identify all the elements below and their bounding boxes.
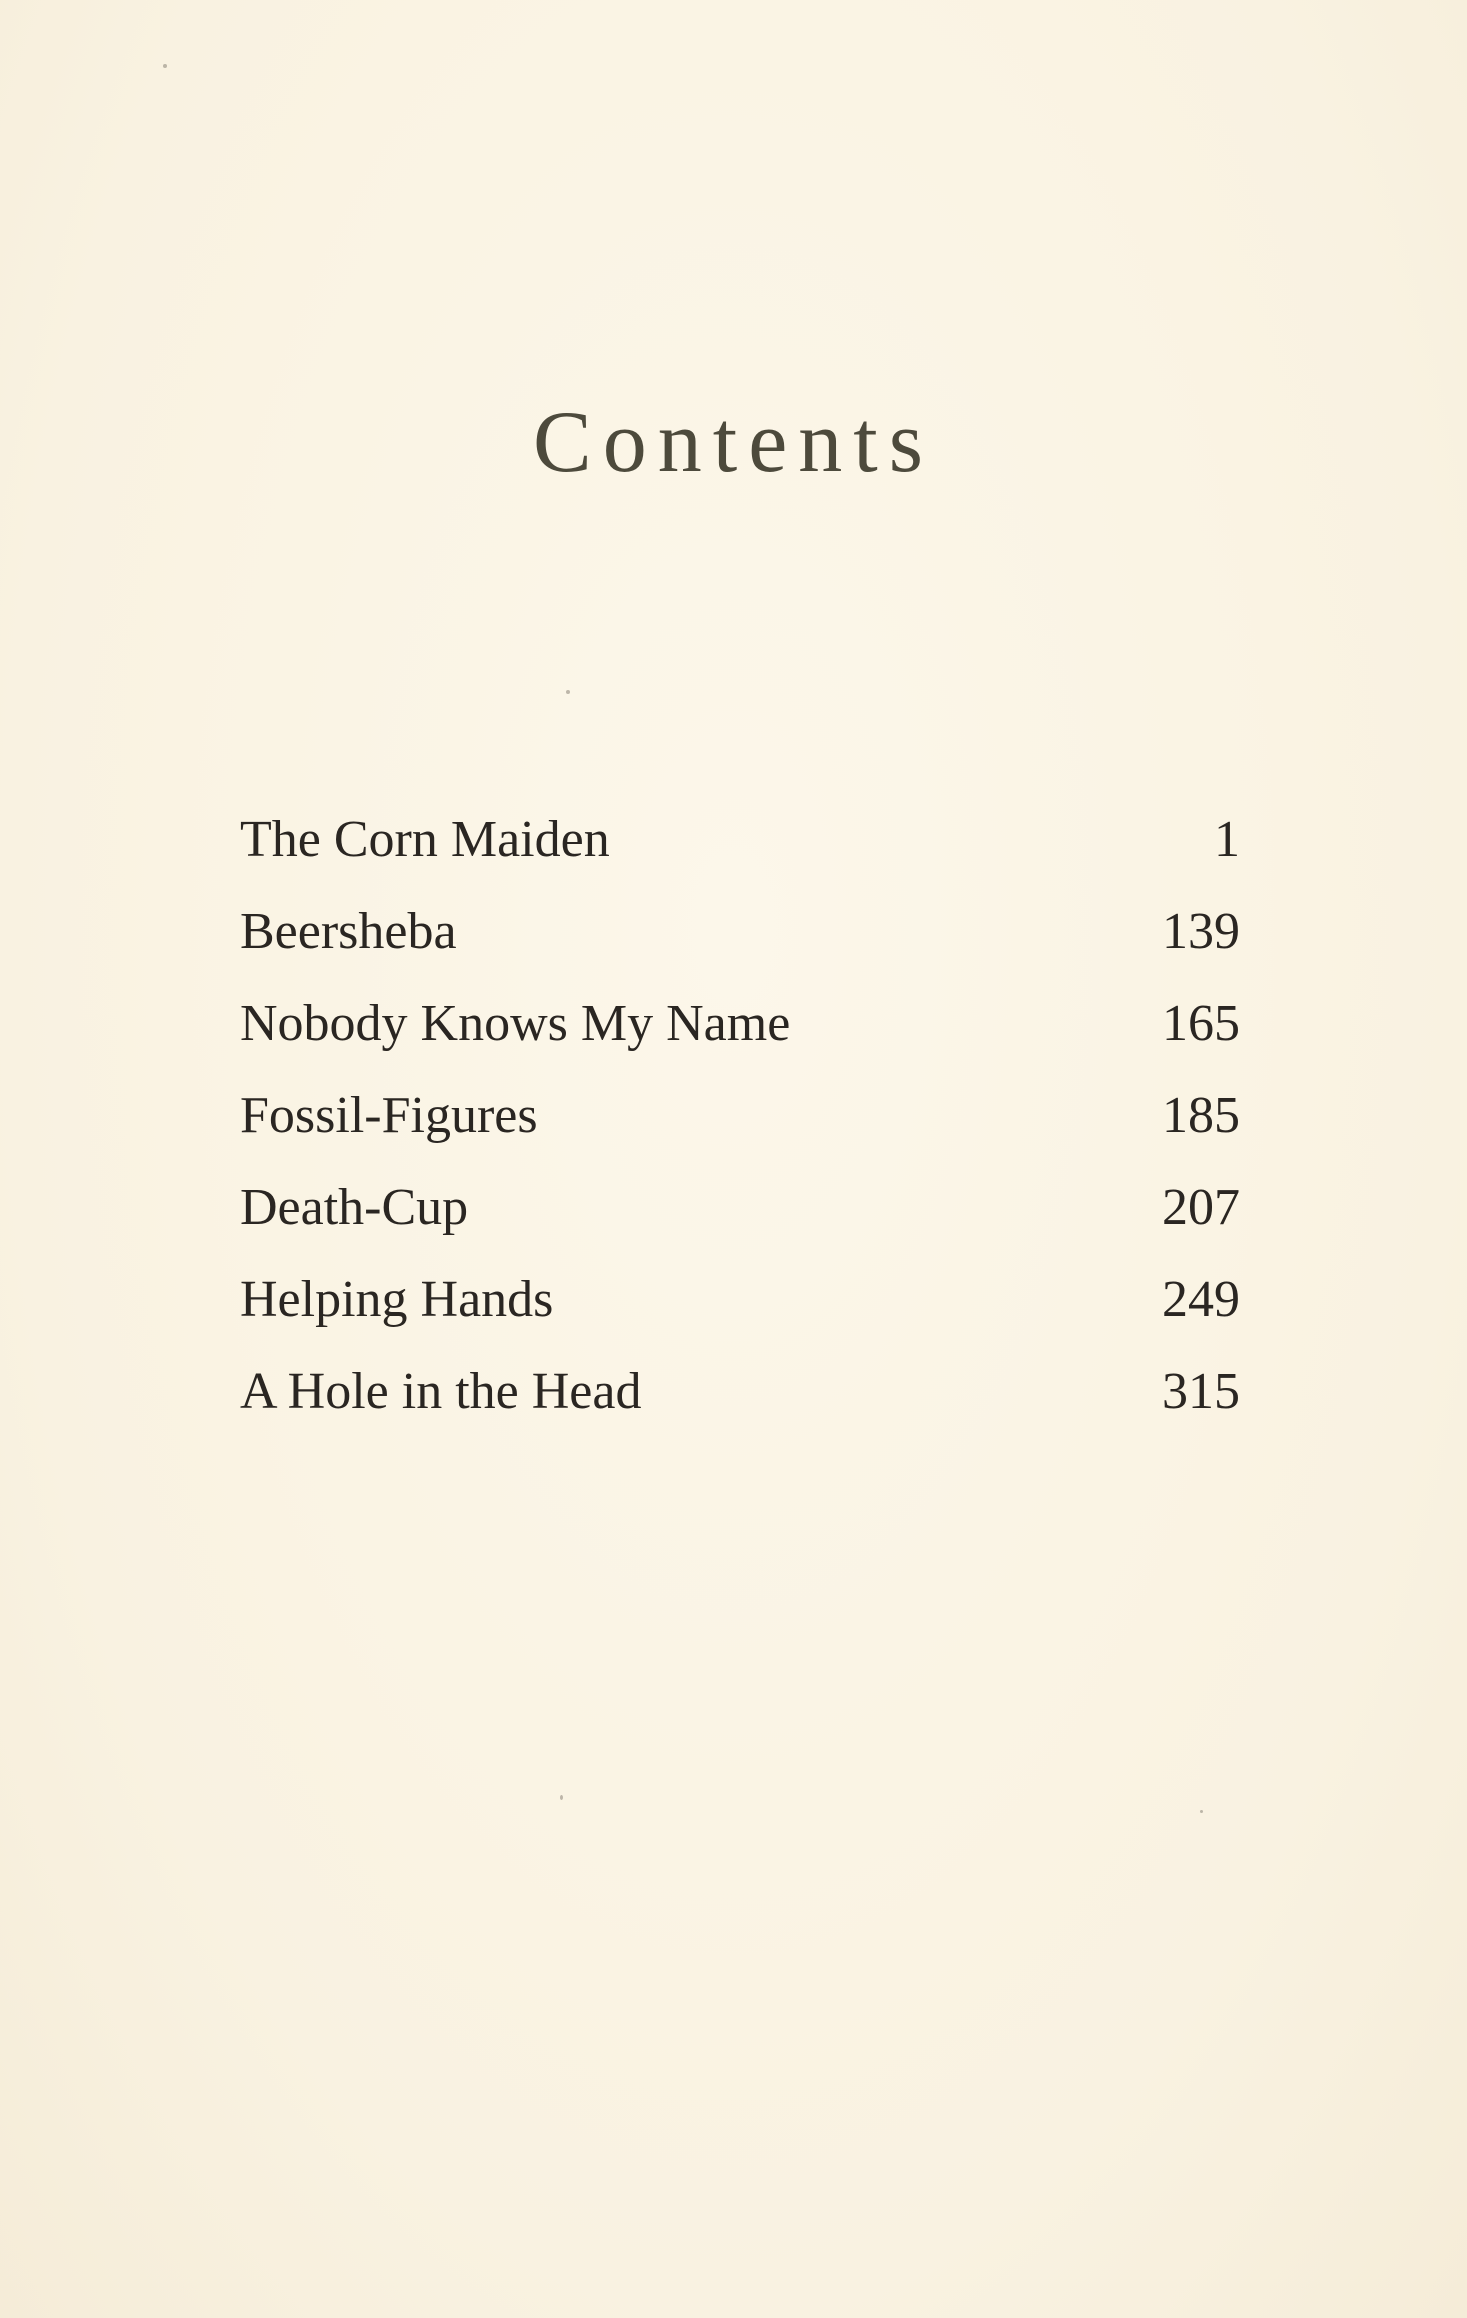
toc-entry [240, 1260, 1240, 1352]
toc-entry-title: Beersheba [240, 903, 457, 960]
toc-entry [240, 984, 1240, 1076]
toc-entry-page: 249 [1162, 1271, 1240, 1328]
toc-entry-title: The Corn Maiden [240, 811, 610, 868]
paper-speck [560, 1795, 563, 1800]
toc-entry-title: Nobody Knows My Name [240, 995, 791, 1052]
toc-entry-page: 1 [1214, 811, 1240, 868]
toc-entry-page: 165 [1162, 995, 1240, 1052]
toc-entry-page: 207 [1162, 1179, 1240, 1236]
paper-speck [566, 690, 570, 694]
toc-entry [240, 800, 1240, 892]
toc-entry-page: 185 [1162, 1087, 1240, 1144]
toc-entry-page: 139 [1162, 903, 1240, 960]
toc-entry [240, 892, 1240, 984]
toc-entry [240, 1076, 1240, 1168]
toc-entry-title: Death-Cup [240, 1179, 469, 1236]
toc-entry-title: Fossil-Figures [240, 1087, 538, 1144]
toc-entry [240, 1352, 1240, 1444]
paper-speck [163, 64, 167, 68]
page-title: Contents [533, 393, 934, 491]
table-of-contents [240, 800, 1240, 1444]
paper-speck [1200, 1810, 1203, 1813]
toc-entry-title: Helping Hands [240, 1271, 554, 1328]
toc-entry [240, 1168, 1240, 1260]
toc-entry-page: 315 [1162, 1363, 1240, 1420]
toc-entry-title: A Hole in the Head [240, 1363, 642, 1420]
